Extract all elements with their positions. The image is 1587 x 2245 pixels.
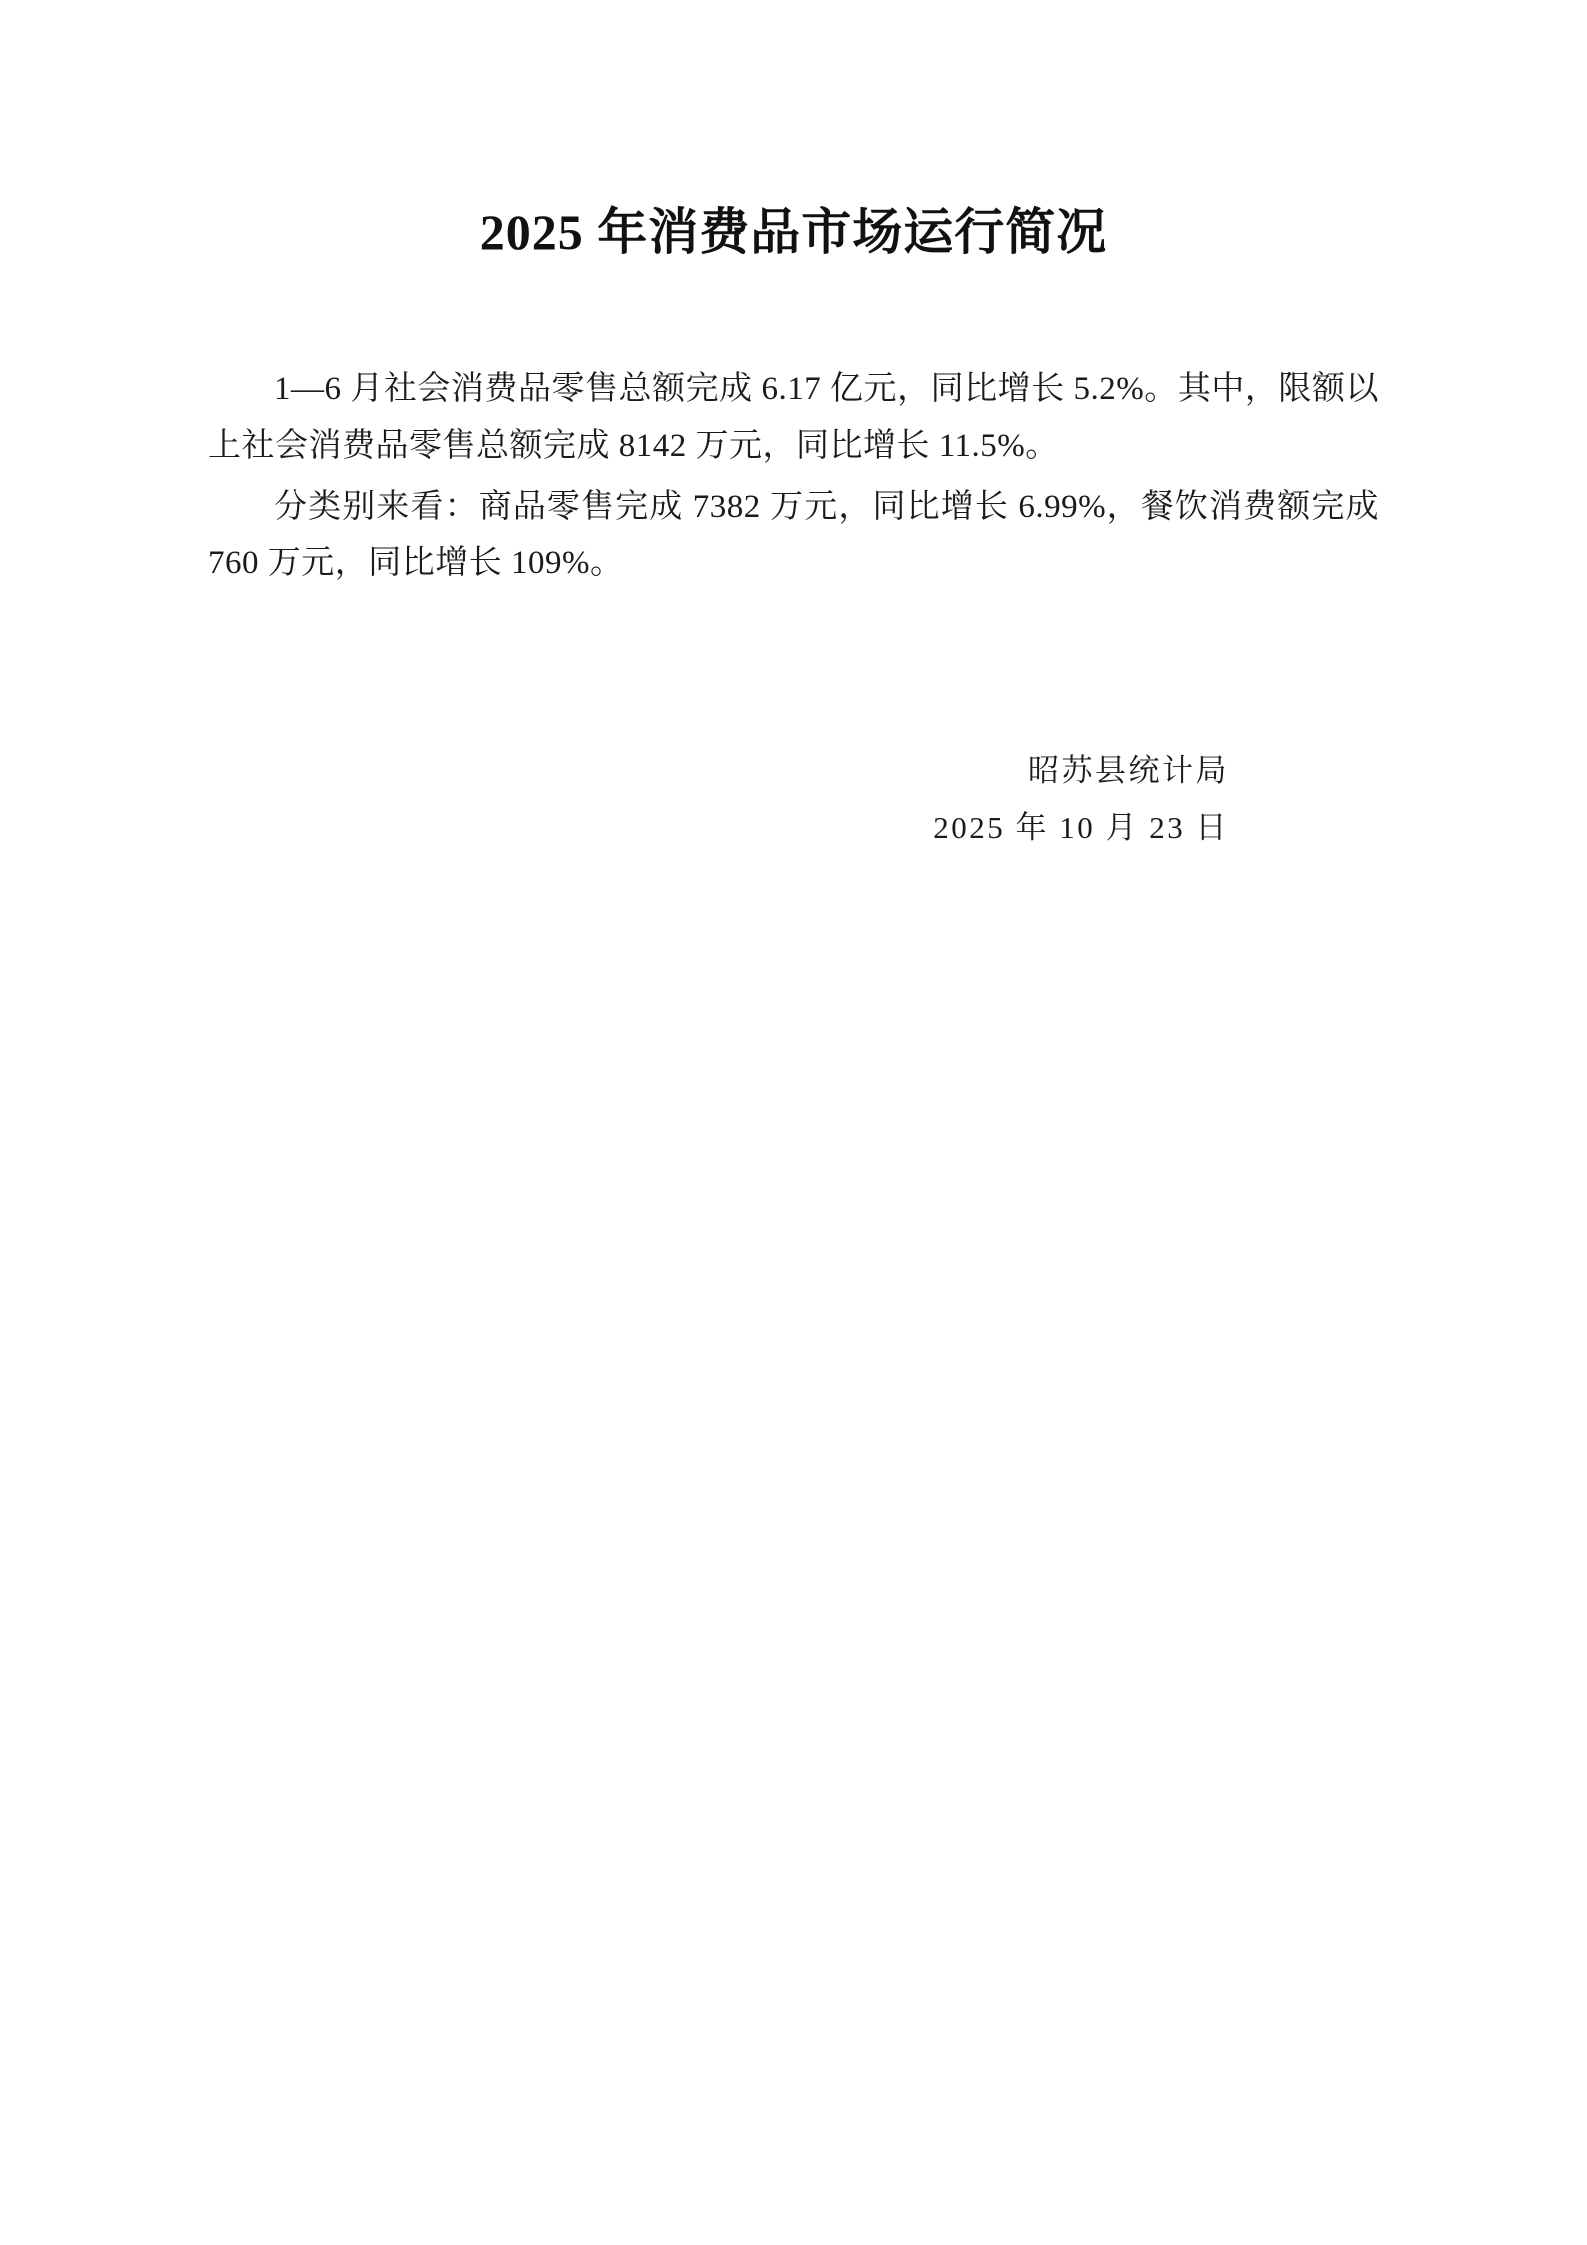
signature-date: 2025 年 10 月 23 日 bbox=[933, 810, 1229, 846]
signature-organization: 昭苏县统计局 bbox=[1028, 753, 1229, 788]
page-title: 2025 年消费品市场运行简况 bbox=[479, 204, 1108, 260]
document-body bbox=[208, 361, 1379, 592]
paragraph-by-category: 分类别来看：商品零售完成 7382 万元，同比增长 6.99%，餐饮消费额完成 760 万元，同比增长 109%。 bbox=[208, 488, 1379, 582]
paragraph-overall-retail: 1—6 月社会消费品零售总额完成 6.17 亿元，同比增长 5.2%。其中，限额以上社会消费品零售总额完成 8142 万元，同比增长 11.5%。 bbox=[208, 371, 1379, 464]
signature-block bbox=[208, 742, 1379, 857]
